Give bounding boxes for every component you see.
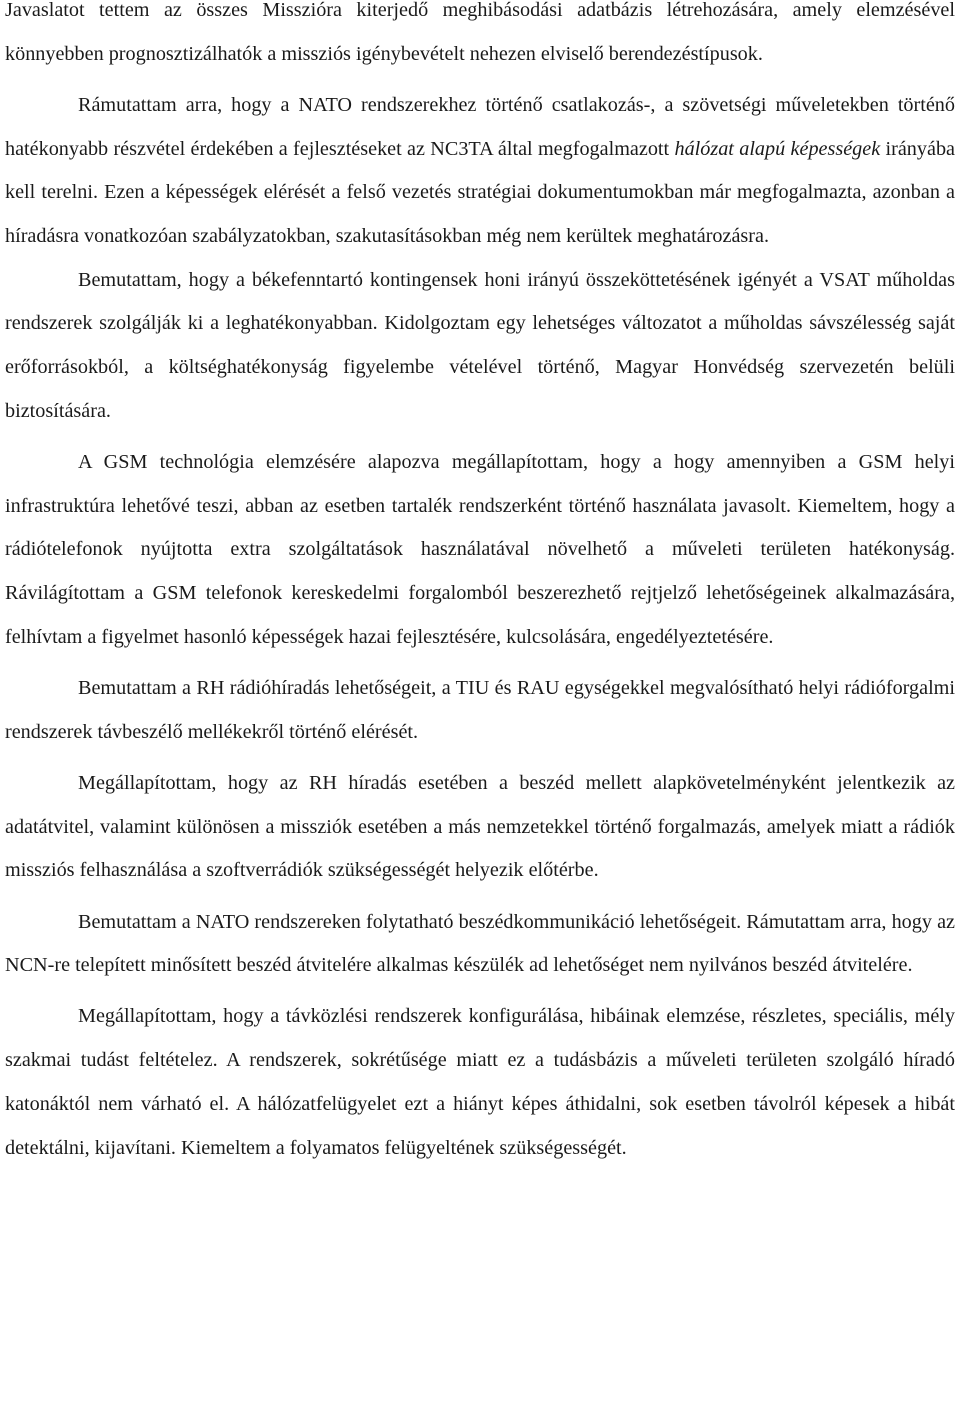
paragraph-2-text-a: Rámutattam arra, hogy a NATO rendszerekhez történő csatlakozás-, a szövetségi műveletekben történő hatékonyabb részvétel érdekében a fejlesztéseket az NC3TA által megfogalmazott: [5, 93, 955, 160]
paragraph-2-italic-term: hálózat alapú képességek: [674, 137, 881, 160]
paragraph-2: [5, 84, 955, 259]
paragraph-3-text: Bemutattam, hogy a békefenntartó kontingensek honi irányú összeköttetésének igényét a VSAT műholdas rendszerek szolgálják ki a leghatékonyabban. Kidolgoztam egy lehetséges változatot a műholdas sávszélesség saját erőforrásokból, a költséghatékonyság figyelembe vételével történő, Magyar Honvédség szervezetén belüli biztosítására.: [5, 268, 955, 422]
paragraph-2-text-b: irányába kell terelni. Ezen a képességek elérését a felső vezetés stratégiai dokumentumokban már megfogalmazta, azonban a híradásra vonatkozóan szabályzatokban, szakutasításokban még nem kerültek meghatározásra.: [5, 137, 955, 248]
paragraph-8: [5, 995, 955, 1170]
paragraph-8-text: Megállapítottam, hogy a távközlési rendszerek konfigurálása, hibáinak elemzése, részletes, speciális, mély szakmai tudást feltételez. A rendszerek, sokrétűsége miatt ez a tudásbázis a műveleti területen szolgáló híradó katonáktól nem várható el. A hálózatfelügyelet ezt a hiányt képes áthidalni, sok esetben távolról képesek a hibát detektálni, kijavítani. Kiemeltem a folyamatos felügyeltének szükségességét.: [5, 1005, 955, 1159]
paragraph-3: [5, 259, 955, 434]
paragraph-1-text: Javaslatot tettem az összes Misszióra kiterjedő meghibásodási adatbázis létrehozására, amely elemzésével könnyebben prognosztizálhatók a missziós igénybevételt nehezen elviselő berendezéstípusok.: [5, 0, 955, 65]
paragraph-7-text: Bemutattam a NATO rendszereken folytatható beszédkommunikáció lehetőségeit. Rámutattam arra, hogy az NCN-re telepített minősített beszéd átvitelére alkalmas készülék ad lehetőséget nem nyilvános beszéd átvitelére.: [5, 910, 955, 977]
paragraph-6: [5, 762, 955, 893]
paragraph-5: [5, 667, 955, 754]
paragraph-6-text: Megállapítottam, hogy az RH híradás esetében a beszéd mellett alapkövetelményként jelentkezik az adatátvitel, valamint különösen a missziók esetében a más nemzetekkel történő forgalmazás, amelyek miatt a rádiók missziós felhasználása a szoftverrádiók szükségességét helyezik előtérbe.: [5, 771, 955, 882]
paragraph-4-text: A GSM technológia elemzésére alapozva megállapítottam, hogy a hogy amennyiben a GSM helyi infrastruktúra lehetővé teszi, abban az esetben tartalék rendszerként történő használata javasolt. Kiemeltem, hogy a rádiótelefonok nyújtotta extra szolgáltatások használatával növelhető a műveleti területen hatékonyság. Rávilágítottam a GSM telefonok kereskedelmi forgalomból beszerezhető rejtjelző lehetőségeinek alkalmazására, felhívtam a figyelmet hasonló képességek hazai fejlesztésére, kulcsolására, engedélyeztetésére.: [5, 451, 955, 648]
paragraph-7: [5, 901, 955, 988]
paragraph-4: [5, 441, 955, 660]
paragraph-5-text: Bemutattam a RH rádióhíradás lehetőségeit, a TIU és RAU egységekkel megvalósítható helyi rádióforgalmi rendszerek távbeszélő mellékekről történő elérését.: [5, 677, 955, 743]
paragraph-1: [5, 0, 955, 76]
document-page: [5, 0, 955, 1170]
